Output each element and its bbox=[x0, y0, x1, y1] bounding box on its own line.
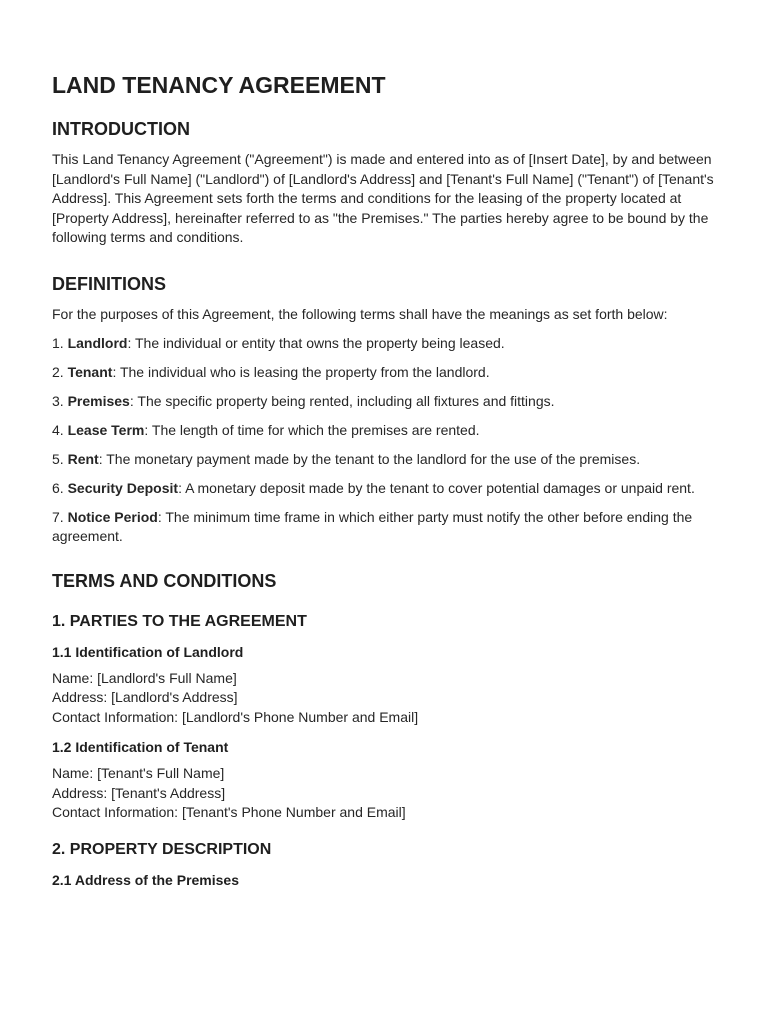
definition-number: 4. bbox=[52, 421, 68, 438]
definition-text: : A monetary deposit made by the tenant to cover potential damages or unpaid rent. bbox=[178, 479, 695, 496]
landlord-info bbox=[52, 669, 722, 728]
definition-term: Security Deposit bbox=[67, 479, 179, 496]
landlord-address: Address: [Landlord's Address] bbox=[52, 689, 238, 705]
definition-text: : The specific property being rented, including all fixtures and fittings. bbox=[129, 392, 555, 409]
definition-number: 5. bbox=[52, 450, 68, 467]
terms-section bbox=[52, 569, 722, 890]
terms-heading: TERMS AND CONDITIONS bbox=[52, 570, 277, 591]
tenant-name: Name: [Tenant's Full Name] bbox=[52, 765, 225, 781]
tenant-contact: Contact Information: [Tenant's Phone Number and Email] bbox=[52, 804, 406, 820]
definitions-section bbox=[52, 272, 722, 547]
definitions-list bbox=[52, 334, 722, 547]
definition-text: : The individual or entity that owns the property being leased. bbox=[127, 334, 505, 351]
definition-text: : The minimum time frame in which either party must notify the other before ending the agreement. bbox=[52, 508, 693, 544]
introduction-heading: INTRODUCTION bbox=[52, 119, 190, 139]
definitions-intro: For the purposes of this Agreement, the following terms shall have the meanings as set forth below: bbox=[52, 305, 668, 322]
definition-number: 7. bbox=[52, 508, 68, 525]
definition-item bbox=[52, 334, 722, 354]
definition-number: 1. bbox=[52, 334, 68, 351]
document-page bbox=[52, 70, 722, 897]
definition-term: Lease Term bbox=[67, 421, 145, 438]
definition-item bbox=[52, 508, 722, 547]
landlord-identification-heading: 1.1 Identification of Landlord bbox=[52, 643, 244, 660]
landlord-name: Name: [Landlord's Full Name] bbox=[52, 669, 237, 686]
definition-term: Landlord bbox=[67, 334, 128, 351]
definition-text: : The individual who is leasing the property from the landlord. bbox=[112, 363, 490, 380]
parties-heading: 1. PARTIES TO THE AGREEMENT bbox=[52, 612, 307, 630]
definition-item bbox=[52, 363, 722, 383]
definition-term: Rent bbox=[67, 450, 99, 467]
definition-number: 6. bbox=[52, 479, 68, 496]
definitions-heading: DEFINITIONS bbox=[52, 273, 167, 294]
tenant-address: Address: [Tenant's Address] bbox=[52, 784, 226, 801]
introduction-section bbox=[52, 117, 722, 248]
document-title: LAND TENANCY AGREEMENT bbox=[52, 72, 386, 98]
definition-item bbox=[52, 450, 722, 470]
premises-address-heading: 2.1 Address of the Premises bbox=[52, 871, 240, 888]
definition-text: : The length of time for which the premises are rented. bbox=[144, 421, 480, 438]
tenant-identification-heading: 1.2 Identification of Tenant bbox=[52, 739, 229, 755]
definition-number: 3. bbox=[52, 392, 68, 409]
definition-number: 2. bbox=[52, 363, 68, 380]
landlord-contact: Contact Information: [Landlord's Phone Number and Email] bbox=[52, 708, 419, 725]
property-description-heading: 2. PROPERTY DESCRIPTION bbox=[52, 840, 272, 858]
tenant-info bbox=[52, 764, 722, 823]
definition-term: Notice Period bbox=[67, 508, 158, 525]
definition-term: Tenant bbox=[67, 363, 113, 380]
definition-item bbox=[52, 392, 722, 412]
definition-item bbox=[52, 421, 722, 441]
definition-item bbox=[52, 479, 722, 499]
definition-term: Premises bbox=[67, 392, 130, 409]
introduction-body: This Land Tenancy Agreement ("Agreement") is made and entered into as of [Insert Date], by and between [Landlord's Full Name] ("Landlord") of [Landlord's Address] and [Tenant's Full Name] ("Tenant") of [Tenant's Address]. This Agreement sets forth the terms and conditions for the leasing of the property located at [Property Address], hereinafter referred to as "the Premises." The parties hereby agree to be bound by the following terms and conditions. bbox=[52, 151, 714, 245]
definition-text: : The monetary payment made by the tenant to the landlord for the use of the premises. bbox=[98, 450, 641, 467]
